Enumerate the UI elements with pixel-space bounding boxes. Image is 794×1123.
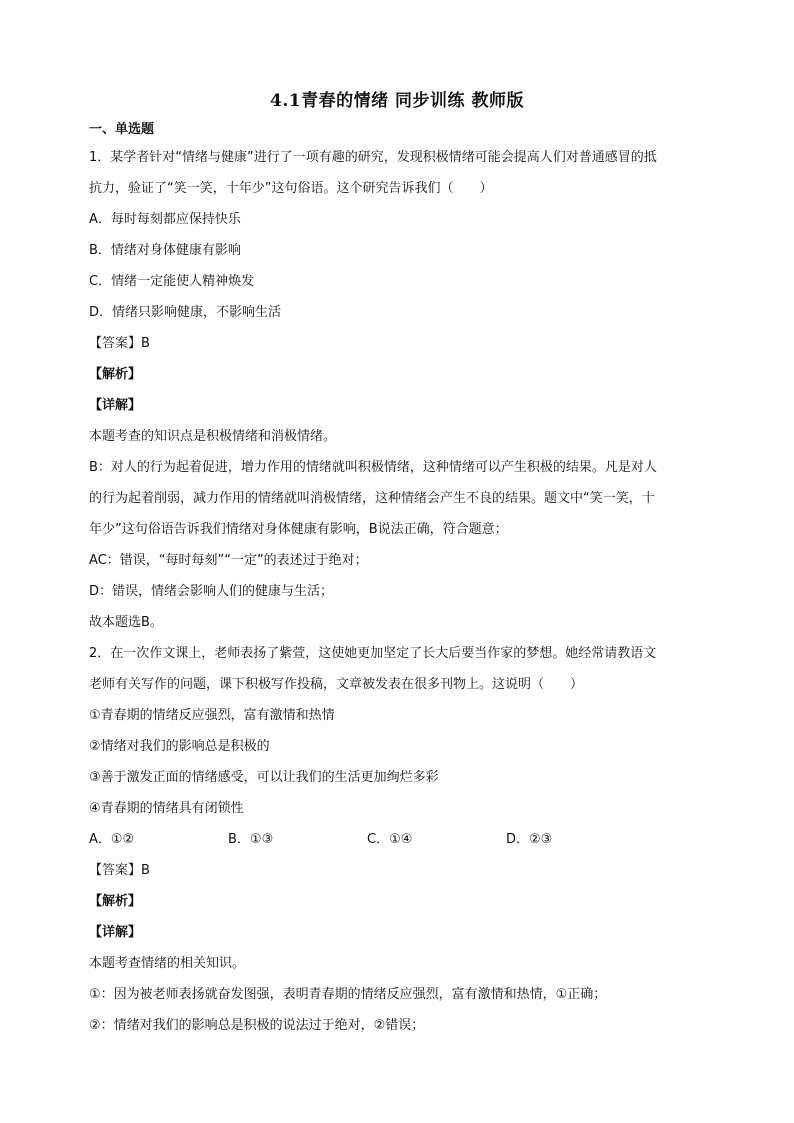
question-1-explain-line: D：错误，情绪会影响人们的健康与生活；	[89, 584, 334, 599]
question-1-stem-line-1: 1．某学者针对“情绪与健康”进行了一项有趣的研究，发现积极情绪可能会提高人们对普通感冒的抵	[89, 150, 657, 165]
question-2-statement-2: ②情绪对我们的影响总是积极的	[89, 739, 270, 754]
question-2-detail-label: 【详解】	[89, 925, 142, 940]
question-1-option-b: B．情绪对身体健康有影响	[89, 243, 241, 258]
question-1-explain-line: 的行为起着削弱，减力作用的情绪就叫消极情绪，这种情绪会产生不良的结果。题文中“笑一笑，十	[89, 491, 655, 506]
question-2-statement-4: ④青春期的情绪具有闭锁性	[89, 801, 244, 816]
page-title: 4.1青春的情绪 同步训练 教师版	[270, 91, 524, 111]
question-2-explain-line: ①：因为被老师表扬就奋发图强，表明青春期的情绪反应强烈，富有激情和热情，①正确；	[89, 987, 607, 1002]
question-2-statement-1: ①青春期的情绪反应强烈，富有激情和热情	[89, 708, 335, 723]
question-1-analysis-label: 【解析】	[89, 367, 142, 382]
question-1-explain-line: 本题考查的知识点是积极情绪和消极情绪。	[89, 429, 337, 444]
question-2-answer: 【答案】B	[89, 863, 150, 878]
question-1-option-c: C．情绪一定能使人精神焕发	[89, 274, 255, 289]
question-1-explain-line: 故本题选B。	[89, 615, 163, 630]
question-2-option-d: D．②③	[506, 832, 553, 847]
question-1-explain-line: AC：错误，“每时每刻”“一定”的表述过于绝对；	[89, 553, 368, 568]
document-body	[89, 118, 709, 1041]
question-2-options	[89, 824, 709, 855]
question-2-option-c: C．①④	[367, 832, 413, 847]
question-2	[89, 638, 709, 1041]
question-2-analysis-label: 【解析】	[89, 894, 142, 909]
question-2-explain-line: ②：情绪对我们的影响总是积极的说法过于绝对，②错误；	[89, 1018, 425, 1033]
question-1-stem-line-2: 抗力，验证了“笑一笑，十年少”这句俗语。这个研究告诉我们（ ）	[89, 181, 493, 196]
question-1-detail-label: 【详解】	[89, 398, 142, 413]
question-1-option-d: D．情绪只影响健康，不影响生活	[89, 305, 282, 320]
question-2-explain-line: 本题考查情绪的相关知识。	[89, 956, 246, 971]
question-1-explain-line: 年少”这句俗语告诉我们情绪对身体健康有影响，B说法正确，符合题意；	[89, 522, 508, 537]
question-2-stem-line-2: 老师有关写作的问题，课下积极写作投稿，文章被发表在很多刊物上。这说明（ ）	[89, 677, 584, 692]
question-2-stem-line-1: 2．在一次作文课上，老师表扬了紫萱，这使她更加坚定了长大后要当作家的梦想。她经常请教语文	[89, 646, 657, 661]
question-2-option-b: B．①③	[228, 832, 274, 847]
question-2-statement-3: ③善于激发正面的情绪感受，可以让我们的生活更加绚烂多彩	[89, 770, 439, 785]
question-2-option-a: A．①②	[89, 832, 135, 847]
section-heading: 一、单选题	[89, 122, 155, 137]
question-1-option-a: A．每时每刻都应保持快乐	[89, 212, 241, 227]
question-1-explain-line: B：对人的行为起着促进，增力作用的情绪就叫积极情绪，这种情绪可以产生积极的结果。凡是对人	[89, 460, 657, 475]
question-1	[89, 142, 709, 638]
question-1-answer: 【答案】B	[89, 336, 150, 351]
